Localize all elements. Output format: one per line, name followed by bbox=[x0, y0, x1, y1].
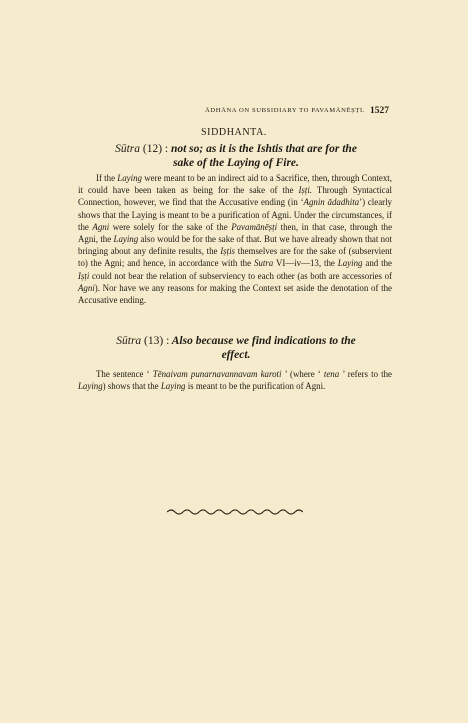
sutra-13-ref bbox=[116, 335, 169, 347]
italic-term: Agni bbox=[78, 282, 95, 293]
italic-term: Laying bbox=[337, 258, 363, 269]
italic-term: Agni bbox=[92, 221, 110, 232]
paragraph-2 bbox=[78, 368, 392, 392]
text-run: were solely for the sake of the bbox=[109, 221, 232, 232]
italic-term: Laying bbox=[117, 173, 142, 183]
text-run: themselves are for the sake of (subservient to) the Agni; and hence, in accordance with the bbox=[78, 246, 392, 269]
sutra-13-label: Sūtra bbox=[116, 335, 142, 347]
page-header bbox=[0, 106, 468, 120]
sutra-12-heading bbox=[80, 142, 392, 170]
sutra-13-text-line1: Also because we find indications to the bbox=[171, 335, 356, 347]
italic-term: Laying bbox=[160, 381, 186, 392]
text-run: If the bbox=[96, 173, 118, 183]
text-run: could not bear the relation of subserviency to each other (as both are accessories of bbox=[89, 270, 392, 281]
text-run: ’) clearly shows that the Laying is meant to be a purification of Agni. Under the circumstances, if the bbox=[78, 197, 392, 232]
sutra-13-heading bbox=[80, 334, 392, 362]
italic-term: Sutra bbox=[253, 258, 274, 269]
paragraph-1 bbox=[78, 172, 392, 306]
sutra-12-label: Sūtra bbox=[115, 143, 140, 155]
text-run: ). Nor have we any reasons for making the Context set aside the denotation of the Accusative ending. bbox=[78, 282, 392, 306]
italic-term: tena bbox=[323, 369, 340, 379]
section-title: SIDDHANTA. bbox=[200, 127, 268, 138]
text-run: were meant to be an indirect aid to a Sacrifice, then, through Context, it could have been taken as being for the sake of the bbox=[78, 173, 392, 196]
italic-term: Laying bbox=[113, 234, 139, 245]
italic-term: Iṣṭi bbox=[78, 270, 90, 281]
text-run: ’ refers to the bbox=[339, 369, 392, 379]
italic-term: Iṣṭis bbox=[220, 246, 236, 257]
text-run: ) shows that the bbox=[102, 381, 161, 392]
sutra-13-number: (13) : bbox=[144, 335, 170, 347]
text-run: and the bbox=[362, 258, 392, 269]
text-run: VI—iv—13, the bbox=[273, 258, 338, 269]
italic-term: Iṣṭi. bbox=[298, 185, 313, 196]
italic-term: Tēnaivam punarnavannavam karoti bbox=[152, 369, 282, 379]
sutra-12-text-line2: sake of the Laying of Fire. bbox=[173, 157, 299, 169]
text-run: also would be for the sake of that. But we have already shown that not bringing about any definite results, the bbox=[78, 234, 393, 257]
page-number: 1527 bbox=[370, 106, 389, 116]
sutra-12-ref bbox=[115, 143, 168, 155]
sutra-13-text-line2: effect. bbox=[221, 349, 251, 361]
italic-term: Agnin ādadhita bbox=[303, 197, 360, 208]
text-run: then, in that case, through the Agni, the bbox=[78, 221, 393, 245]
text-run: The sentence ‘ bbox=[96, 369, 153, 379]
italic-term: Pavamānēṣṭi bbox=[231, 221, 278, 232]
wavy-rule-ornament bbox=[167, 507, 303, 517]
sutra-12-text-line1: not so; as it is the Ishtis that are for the bbox=[170, 143, 357, 155]
text-run: ’ (where ‘ bbox=[281, 369, 324, 379]
text-run: is meant to be the purification of Agni. bbox=[185, 381, 326, 392]
running-head: ĀDHĀNA ON SUBSIDIARY TO PAVAMĀNĒṢṬI. bbox=[205, 107, 366, 114]
text-run: Through Syntactical Connection, however, we find that the Accusative ending (in ‘ bbox=[78, 185, 392, 208]
italic-term: Laying bbox=[78, 381, 103, 392]
sutra-12-number: (12) : bbox=[142, 143, 169, 155]
